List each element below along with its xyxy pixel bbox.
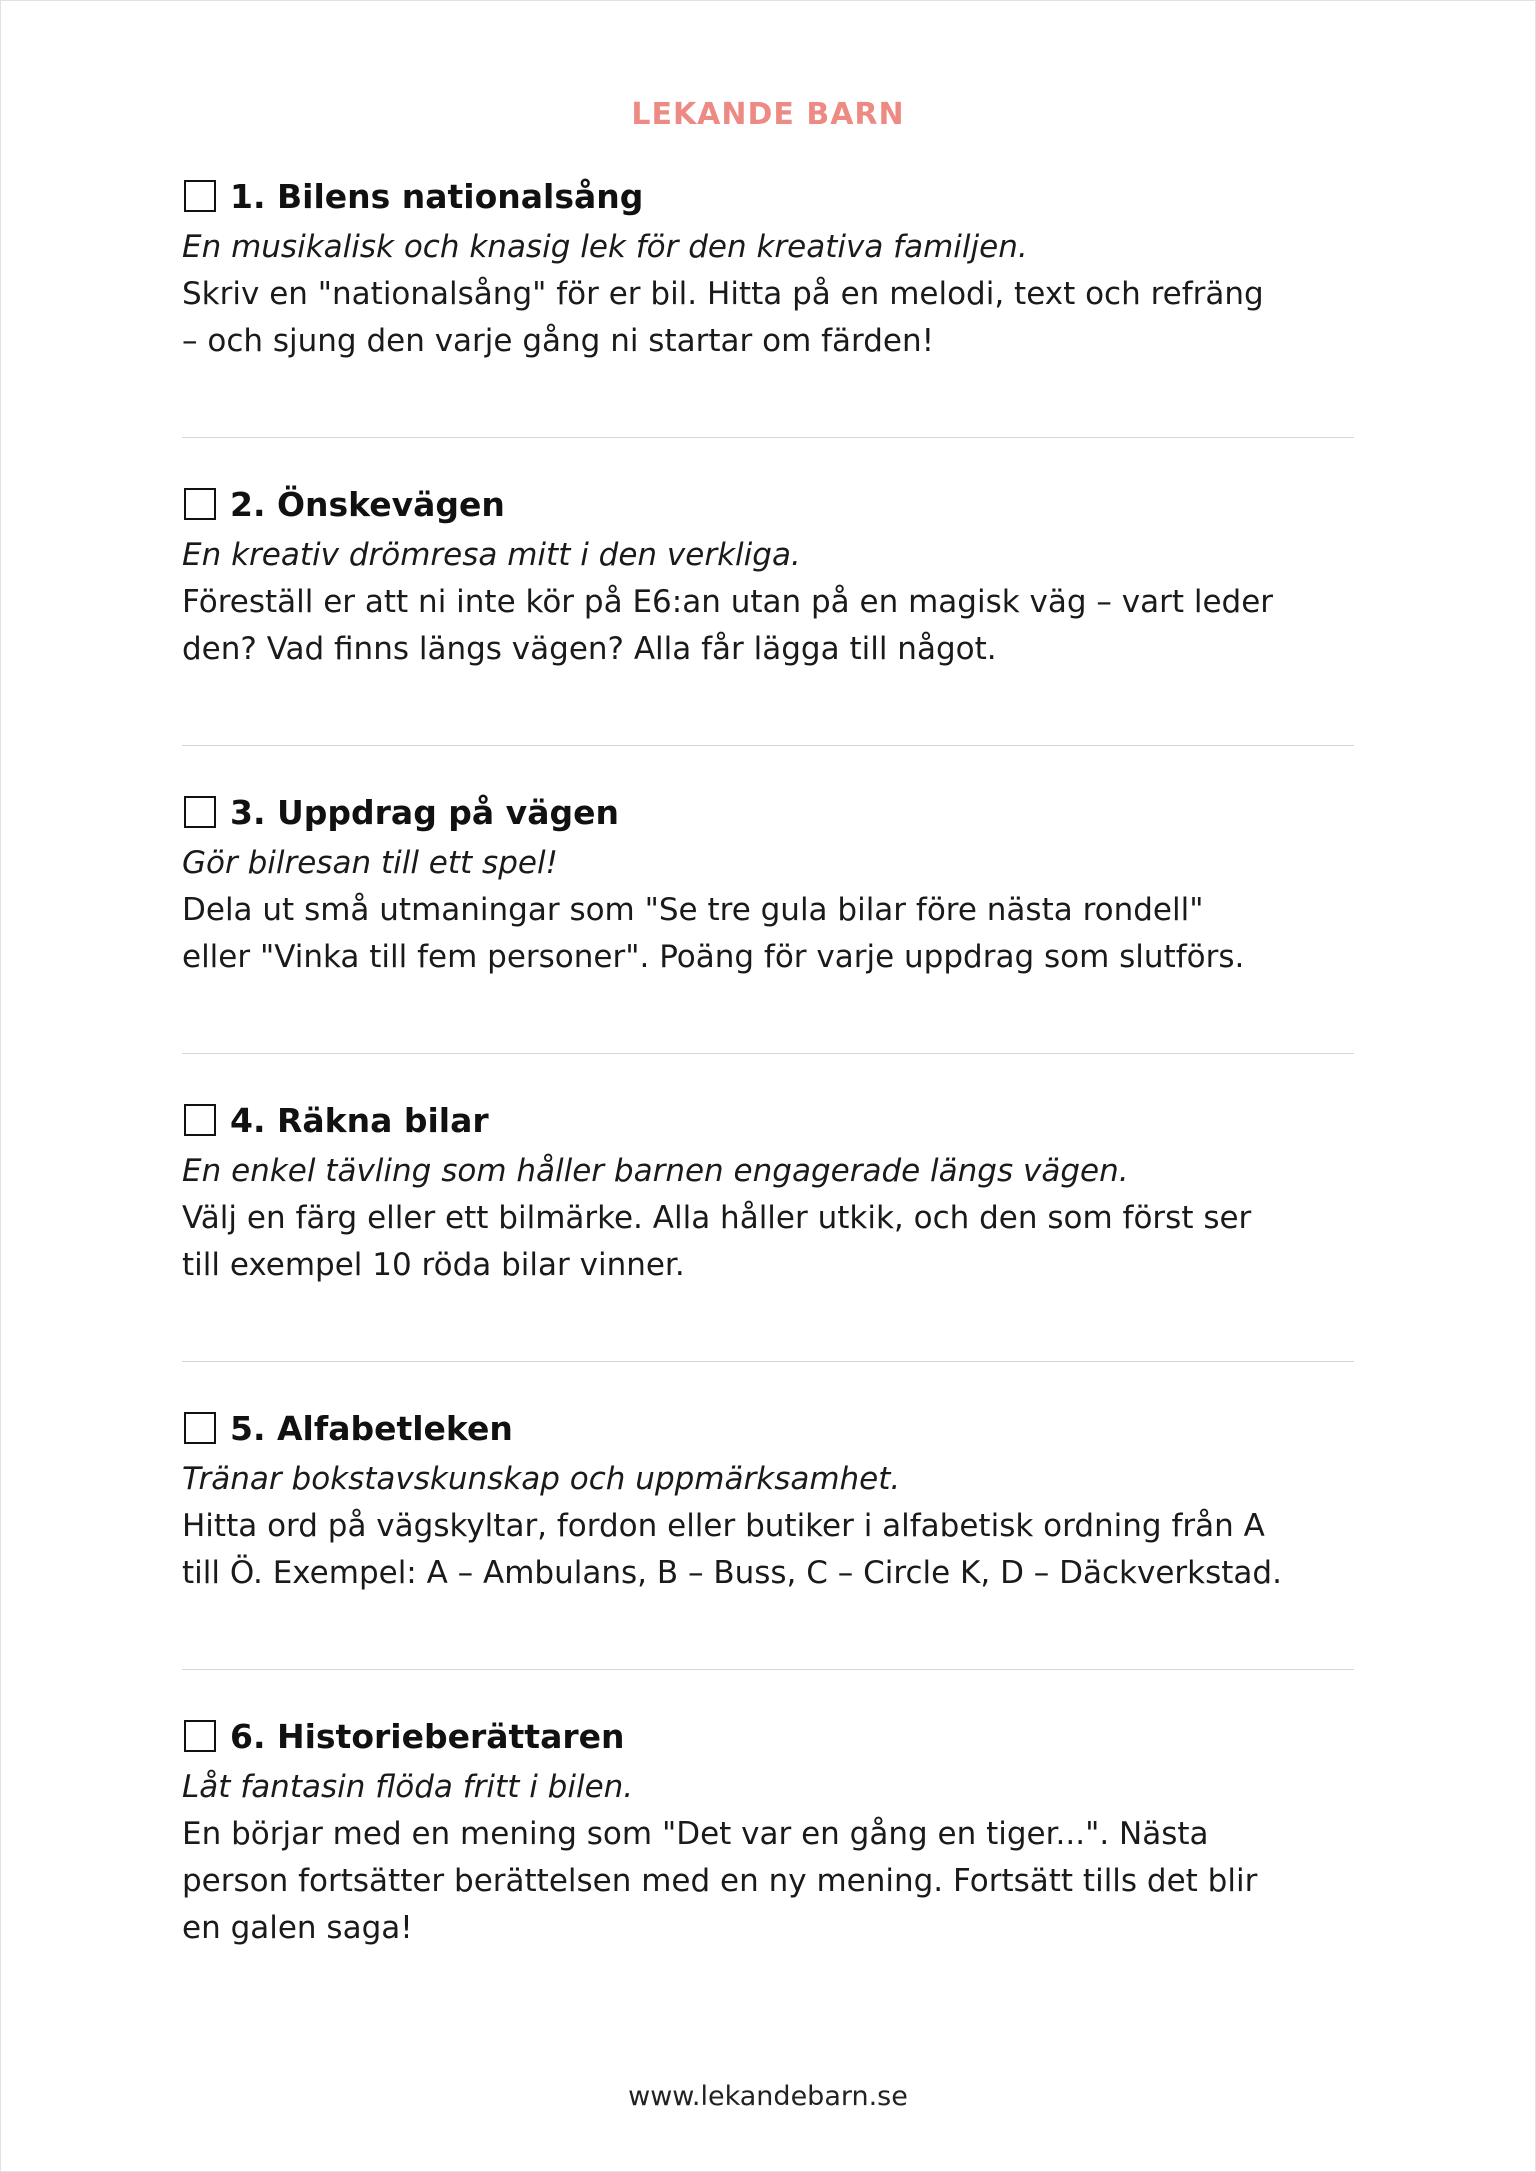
list-item (182, 1408, 1354, 1597)
item-body-line: till Ö. Exempel: A – Ambulans, B – Buss, C – Circle K, D – Däckverkstad. (182, 1555, 1282, 1591)
item-title: 1. Bilens nationalsång (230, 177, 644, 216)
item-subtitle: Tränar bokstavskunskap och uppmärksamhet. (182, 1461, 901, 1497)
item-title: 2. Önskevägen (230, 485, 505, 524)
item-body-line: till exempel 10 röda bilar vinner. (182, 1247, 685, 1283)
item-subtitle: En enkel tävling som håller barnen engagerade längs vägen. (182, 1153, 1129, 1189)
item-body-line: En börjar med en mening som "Det var en gång en tiger...". Nästa (182, 1816, 1209, 1852)
item-title: 5. Alfabetleken (230, 1409, 513, 1448)
checkbox[interactable] (184, 1720, 216, 1752)
footer-url[interactable]: www.lekandebarn.se (628, 2081, 908, 2112)
item-body-line: – och sjung den varje gång ni startar om färden! (182, 323, 935, 359)
item-body-line: Föreställ er att ni inte kör på E6:an utan på en magisk väg – vart leder (182, 584, 1274, 620)
checkbox[interactable] (184, 488, 216, 520)
item-subtitle: En kreativ drömresa mitt i den verkliga. (182, 537, 801, 573)
item-body-line: Dela ut små utmaningar som "Se tre gula bilar före nästa rondell" (182, 892, 1204, 928)
list-item (182, 792, 1354, 981)
item-body-line: en galen saga! (182, 1910, 413, 1946)
checkbox[interactable] (184, 180, 216, 212)
list-item (182, 176, 1354, 365)
list-item (182, 1716, 1354, 1952)
item-body-line: Skriv en "nationalsång" för er bil. Hitta på en melodi, text och refräng (182, 276, 1264, 312)
item-subtitle: En musikalisk och knasig lek för den kreativa familjen. (182, 229, 1028, 265)
divider (182, 1669, 1354, 1670)
item-subtitle: Gör bilresan till ett spel! (182, 845, 558, 881)
item-body-line: person fortsätter berättelsen med en ny mening. Fortsätt tills det blir (182, 1863, 1258, 1899)
divider (182, 1053, 1354, 1054)
item-subtitle: Låt fantasin flöda fritt i bilen. (182, 1769, 634, 1805)
checkbox[interactable] (184, 1412, 216, 1444)
item-body-line: Välj en färg eller ett bilmärke. Alla håller utkik, och den som först ser (182, 1200, 1252, 1236)
list-item (182, 1100, 1354, 1289)
divider (182, 745, 1354, 746)
item-title: 4. Räkna bilar (230, 1101, 489, 1140)
item-title: 6. Historieberättaren (230, 1717, 625, 1756)
divider (182, 1361, 1354, 1362)
item-body-line: den? Vad finns längs vägen? Alla får lägga till något. (182, 631, 997, 667)
item-body-line: Hitta ord på vägskyltar, fordon eller butiker i alfabetisk ordning från A (182, 1508, 1265, 1544)
list-item (182, 484, 1354, 673)
checkbox[interactable] (184, 1104, 216, 1136)
item-body-line: eller "Vinka till fem personer". Poäng för varje uppdrag som slutförs. (182, 939, 1245, 975)
brand-logo: LEKANDE BARN (631, 97, 905, 132)
checkbox[interactable] (184, 796, 216, 828)
item-title: 3. Uppdrag på vägen (230, 793, 619, 832)
divider (182, 437, 1354, 438)
